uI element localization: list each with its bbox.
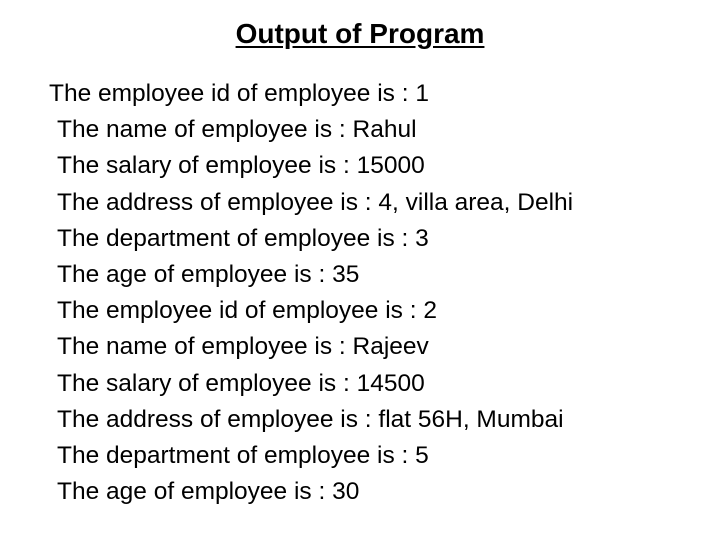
output-line: The salary of employee is : 15000 — [57, 152, 425, 180]
output-line: The employee id of employee is : 2 — [57, 297, 437, 325]
output-line: The department of employee is : 3 — [57, 224, 429, 252]
program-output — [0, 76, 720, 510]
output-line: The address of employee is : flat 56H, Mumbai — [57, 405, 564, 433]
output-line: The address of employee is : 4, villa area, Delhi — [57, 188, 574, 216]
output-line: The employee id of employee is : 1 — [49, 80, 429, 107]
output-line: The salary of employee is : 14500 — [57, 369, 425, 397]
page-title: Output of Program — [235, 18, 485, 49]
output-line: The name of employee is : Rajeev — [57, 333, 429, 361]
output-line: The age of employee is : 35 — [57, 261, 360, 289]
output-line: The name of employee is : Rahul — [57, 116, 417, 144]
output-line: The department of employee is : 5 — [57, 442, 429, 470]
output-line: The age of employee is : 30 — [57, 478, 360, 506]
